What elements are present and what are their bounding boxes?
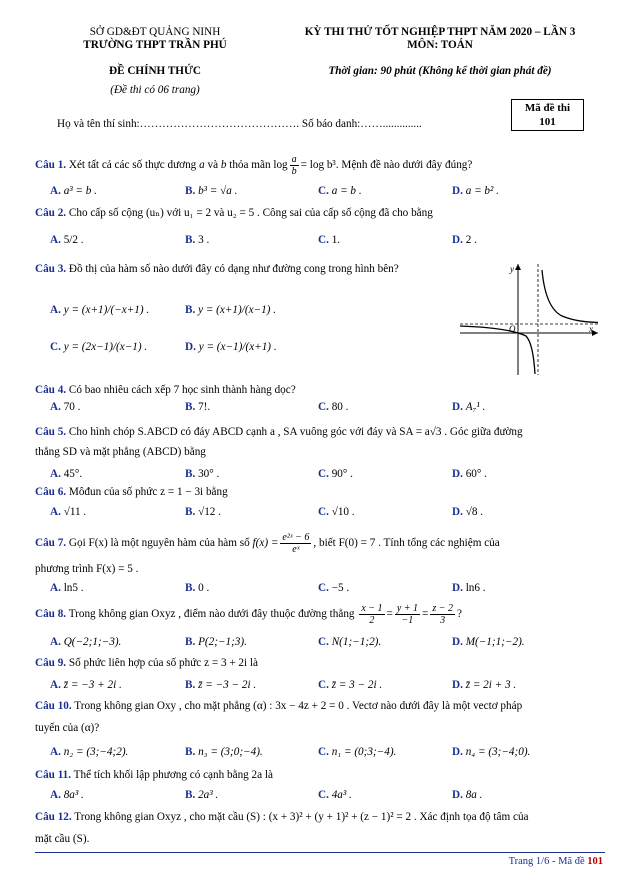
- q1-option-b[interactable]: B. b³ = √a .: [185, 185, 238, 197]
- q9-option-b[interactable]: B. z̄ = −3 − 2i .: [185, 679, 257, 691]
- question-2: Câu 2. Cho cấp số cộng (uₙ) với u₁ = 2 và u₂ = 5 . Công sai của cấp số cộng đã cho bằng: [35, 207, 433, 219]
- question-12: Câu 12. Trong không gian Oxyz , cho mặt cầu (S) : (x + 3)² + (y + 1)² + (z − 1)² = 2 . Xác định tọa độ tâm của: [35, 811, 529, 823]
- q5-option-d[interactable]: D. 60° .: [452, 468, 487, 480]
- question-stem-3: . Mệnh đề nào dưới đây đúng?: [335, 159, 473, 172]
- var-b: b: [220, 159, 227, 172]
- log-fraction: $\frac{a}{b}$: [291, 154, 297, 177]
- q9-option-c[interactable]: C. z̄ = 3 − 2i .: [318, 679, 383, 691]
- question-5: Câu 5. Cho hình chóp S.ABCD có đáy ABCD cạnh a , SA vuông góc với đáy và SA = a√3 . Góc giữa đường: [35, 426, 523, 438]
- question-11: Câu 11. Thể tích khối lập phương có cạnh bằng 2a là: [35, 769, 273, 781]
- var-a: a: [199, 159, 205, 172]
- q7-option-d[interactable]: D. ln6 .: [452, 582, 486, 594]
- pages-note: (Đề thi có 06 trang): [110, 84, 200, 96]
- question-8: Câu 8. Trong không gian Oxyz , điểm nào dưới đây thuộc đường thẳng $\frac{x - 1}{2}$ = $\frac{y + 1}{-1}$ = $\frac{z - 2}{3}$ ?: [35, 603, 462, 626]
- q8-option-b[interactable]: B. P(2;−1;3).: [185, 636, 247, 648]
- q8-fraction-y: $\frac{y + 1}{-1}$: [396, 603, 418, 626]
- q8-fraction-x: $\frac{x - 1}{2}$: [361, 603, 383, 626]
- dept-name: SỞ GD&ĐT QUẢNG NINH: [89, 26, 221, 38]
- q10-option-b[interactable]: B. n₃ = (3;0;−4).: [185, 746, 263, 758]
- q7-fraction: $\frac{\text{e²ˣ − 6}}{\text{eˣ}}$: [282, 532, 310, 555]
- q11-option-b[interactable]: B. 2a³ .: [185, 789, 219, 801]
- q6-option-a[interactable]: A. √11 .: [50, 506, 87, 518]
- question-7-line-2: phương trình F(x) = 5 .: [35, 563, 139, 575]
- q3-option-a[interactable]: A. y = (x+1)/(−x+1) .: [50, 304, 150, 316]
- q7-option-b[interactable]: B. 0 .: [185, 582, 210, 594]
- q1-option-d[interactable]: D. a = b² .: [452, 185, 499, 197]
- question-3: Câu 3. Đồ thị của hàm số nào dưới đây có dạng như đường cong trong hình bên?: [35, 263, 399, 275]
- q4-option-d[interactable]: D. A₇¹ .: [452, 401, 486, 413]
- q7-option-c[interactable]: C. −5 .: [318, 582, 350, 594]
- q6-option-d[interactable]: D. √8 .: [452, 506, 484, 518]
- and-word: và: [207, 159, 219, 172]
- q10-option-d[interactable]: D. n₄ = (3;−4;0).: [452, 746, 531, 758]
- q3-option-b[interactable]: B. y = (x+1)/(x−1) .: [185, 304, 276, 316]
- exam-code-box: [511, 99, 584, 131]
- q8-fraction-z: $\frac{z - 2}{3}$: [432, 603, 453, 626]
- q10-option-a[interactable]: A. n₂ = (3;−4;2).: [50, 746, 129, 758]
- question-12-line-2: mặt cầu (S).: [35, 833, 90, 845]
- q8-option-a[interactable]: A. Q(−2;1;−3).: [50, 636, 122, 648]
- q5-option-c[interactable]: C. 90° .: [318, 468, 353, 480]
- q5-option-b[interactable]: B. 30° .: [185, 468, 220, 480]
- question-9: Câu 9. Số phức liên hợp của số phức z = 3 + 2i là: [35, 657, 259, 669]
- q3-option-c[interactable]: C. y = (2x−1)/(x−1) .: [50, 341, 148, 353]
- question-1: [35, 154, 472, 177]
- q11-option-c[interactable]: C. 4a³ .: [318, 789, 352, 801]
- official-label: ĐỀ CHÍNH THỨC: [109, 65, 201, 77]
- q5-option-a[interactable]: A. 45°.: [50, 468, 83, 480]
- curve-right-branch: [542, 270, 598, 323]
- q2-option-a[interactable]: A. 5/2 .: [50, 234, 84, 246]
- exam-code-value: 101: [539, 116, 556, 128]
- y-label: y: [510, 264, 514, 274]
- question-4: Câu 4. Có bao nhiêu cách xếp 7 học sinh thành hàng dọc?: [35, 384, 296, 396]
- question-10-line-2: tuyến của (α)?: [35, 722, 100, 734]
- subject: MÔN: TOÁN: [407, 39, 473, 51]
- q4-option-a[interactable]: A. 70 .: [50, 401, 81, 413]
- q2-option-b[interactable]: B. 3 .: [185, 234, 210, 246]
- q10-option-c[interactable]: C. n₁ = (0;3;−4).: [318, 746, 397, 758]
- exam-code-label: Mã đề thi: [524, 102, 571, 114]
- q6-option-b[interactable]: B. √12 .: [185, 506, 221, 518]
- candidate-info-line: Họ và tên thí sinh:……………………………………. Số báo danh:……..............: [57, 118, 422, 130]
- question-stem-2: thỏa mãn: [229, 159, 271, 172]
- origin-label: O: [509, 324, 516, 334]
- page-footer: Trang 1/6 - Mã đề 101: [508, 856, 603, 867]
- q8-option-c[interactable]: C. N(1;−1;2).: [318, 636, 382, 648]
- question-10: Câu 10. Trong không gian Oxy , cho mặt phẳng (α) : 3x − 4z + 2 = 0 . Vectơ nào dưới đây là một vectơ pháp: [35, 700, 523, 712]
- q9-option-d[interactable]: D. z̄ = 2i + 3 .: [452, 679, 517, 691]
- question-5-line-2: thẳng SD và mặt phẳng (ABCD) bằng: [35, 446, 206, 458]
- q4-option-b[interactable]: B. 7!.: [185, 401, 211, 413]
- q2-option-c[interactable]: C. 1.: [318, 234, 341, 246]
- y-axis-arrow: [515, 264, 521, 270]
- q9-option-a[interactable]: A. z̄ = −3 + 2i .: [50, 679, 122, 691]
- q1-option-a[interactable]: A. a³ = b .: [50, 185, 97, 197]
- q8-option-d[interactable]: D. M(−1;1;−2).: [452, 636, 525, 648]
- q7-option-a[interactable]: A. ln5 .: [50, 582, 84, 594]
- q11-option-a[interactable]: A. 8a³ .: [50, 789, 84, 801]
- x-label: x: [589, 324, 593, 334]
- q4-option-c[interactable]: C. 80 .: [318, 401, 349, 413]
- school-name: TRƯỜNG THPT TRẦN PHÚ: [83, 39, 227, 51]
- question-label: Câu 1.: [35, 159, 67, 172]
- exam-title: KỲ THI THỬ TỐT NGHIỆP THPT NĂM 2020 – LẦN 3: [304, 26, 576, 38]
- q2-option-d[interactable]: D. 2 .: [452, 234, 477, 246]
- footer-divider: [35, 852, 605, 853]
- q3-function-graph: [458, 262, 603, 377]
- q3-option-d[interactable]: D. y = (x−1)/(x+1) .: [185, 341, 277, 353]
- log-right: = log b³: [300, 159, 336, 172]
- question-stem: Xét tất cả các số thực dương: [68, 159, 197, 172]
- log-left: log: [273, 159, 288, 172]
- question-7: Câu 7. Gọi F(x) là một nguyên hàm của hàm số f(x) = $\frac{\text{e²ˣ − 6}}{\text{eˣ}}$ , biết F(0) = 7 . Tính tổng các nghiệm của: [35, 532, 500, 555]
- exam-time: Thời gian: 90 phút (Không kể thời gian phát đề): [328, 65, 552, 77]
- q1-option-c[interactable]: C. a = b .: [318, 185, 362, 197]
- q6-option-c[interactable]: C. √10 .: [318, 506, 355, 518]
- q11-option-d[interactable]: D. 8a .: [452, 789, 483, 801]
- question-6: Câu 6. Môđun của số phức z = 1 − 3i bằng: [35, 486, 228, 498]
